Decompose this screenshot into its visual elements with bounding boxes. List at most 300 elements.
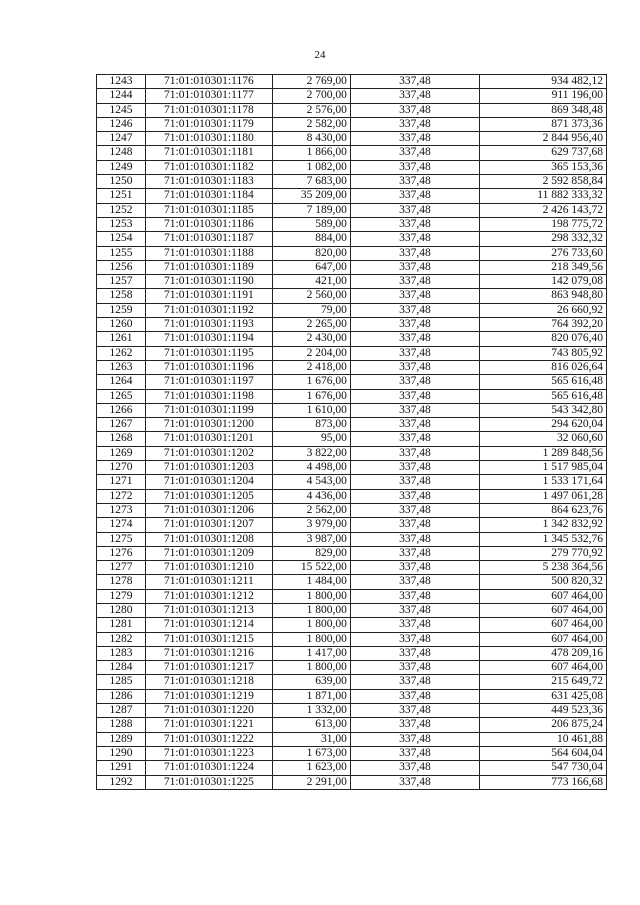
area-cell: 2 418,00	[272, 360, 350, 374]
area-cell: 1 800,00	[272, 661, 350, 675]
row-number-cell: 1282	[97, 632, 146, 646]
cadastral-number-cell: 71:01:010301:1178	[145, 103, 272, 117]
area-cell: 1 800,00	[272, 618, 350, 632]
rate-cell: 337,48	[350, 89, 479, 103]
area-cell: 3 987,00	[272, 532, 350, 546]
row-number-cell: 1270	[97, 461, 146, 475]
cadastral-number-cell: 71:01:010301:1210	[145, 561, 272, 575]
cadastral-number-cell: 71:01:010301:1202	[145, 446, 272, 460]
cadastral-number-cell: 71:01:010301:1221	[145, 718, 272, 732]
rate-cell: 337,48	[350, 618, 479, 632]
value-cell: 276 733,60	[479, 246, 606, 260]
cadastral-number-cell: 71:01:010301:1198	[145, 389, 272, 403]
area-cell: 829,00	[272, 546, 350, 560]
row-number-cell: 1274	[97, 518, 146, 532]
row-number-cell: 1281	[97, 618, 146, 632]
rate-cell: 337,48	[350, 246, 479, 260]
value-cell: 607 464,00	[479, 661, 606, 675]
row-number-cell: 1267	[97, 418, 146, 432]
value-cell: 934 482,12	[479, 75, 606, 89]
cadastral-number-cell: 71:01:010301:1225	[145, 775, 272, 789]
area-cell: 1 610,00	[272, 403, 350, 417]
value-cell: 449 523,36	[479, 704, 606, 718]
value-cell: 142 079,08	[479, 275, 606, 289]
area-cell: 613,00	[272, 718, 350, 732]
row-number-cell: 1292	[97, 775, 146, 789]
rate-cell: 337,48	[350, 775, 479, 789]
value-cell: 816 026,64	[479, 360, 606, 374]
value-cell: 607 464,00	[479, 618, 606, 632]
row-number-cell: 1244	[97, 89, 146, 103]
table-row	[97, 746, 607, 760]
cadastral-number-cell: 71:01:010301:1214	[145, 618, 272, 632]
area-cell: 2 265,00	[272, 318, 350, 332]
table-row	[97, 503, 607, 517]
row-number-cell: 1290	[97, 746, 146, 760]
cadastral-number-cell: 71:01:010301:1184	[145, 189, 272, 203]
value-cell: 1 533 171,64	[479, 475, 606, 489]
area-cell: 1 800,00	[272, 632, 350, 646]
table-row	[97, 89, 607, 103]
value-cell: 5 238 364,56	[479, 561, 606, 575]
table-row	[97, 561, 607, 575]
cadastral-number-cell: 71:01:010301:1191	[145, 289, 272, 303]
table-row	[97, 117, 607, 131]
area-cell: 2 700,00	[272, 89, 350, 103]
rate-cell: 337,48	[350, 275, 479, 289]
rate-cell: 337,48	[350, 403, 479, 417]
cadastral-number-cell: 71:01:010301:1188	[145, 246, 272, 260]
table-row	[97, 275, 607, 289]
cadastral-number-cell: 71:01:010301:1205	[145, 489, 272, 503]
cadastral-number-cell: 71:01:010301:1193	[145, 318, 272, 332]
table-row	[97, 775, 607, 789]
area-cell: 31,00	[272, 732, 350, 746]
area-cell: 421,00	[272, 275, 350, 289]
rate-cell: 337,48	[350, 489, 479, 503]
table-row	[97, 175, 607, 189]
row-number-cell: 1289	[97, 732, 146, 746]
area-cell: 2 560,00	[272, 289, 350, 303]
value-cell: 478 209,16	[479, 646, 606, 660]
row-number-cell: 1283	[97, 646, 146, 660]
value-cell: 1 289 848,56	[479, 446, 606, 460]
rate-cell: 337,48	[350, 432, 479, 446]
value-cell: 820 076,40	[479, 332, 606, 346]
rate-cell: 337,48	[350, 346, 479, 360]
rate-cell: 337,48	[350, 632, 479, 646]
cadastral-number-cell: 71:01:010301:1180	[145, 132, 272, 146]
rate-cell: 337,48	[350, 475, 479, 489]
cadastral-number-cell: 71:01:010301:1218	[145, 675, 272, 689]
rate-cell: 337,48	[350, 103, 479, 117]
row-number-cell: 1254	[97, 232, 146, 246]
rate-cell: 337,48	[350, 704, 479, 718]
row-number-cell: 1275	[97, 532, 146, 546]
rate-cell: 337,48	[350, 260, 479, 274]
rate-cell: 337,48	[350, 203, 479, 217]
value-cell: 743 805,92	[479, 346, 606, 360]
rate-cell: 337,48	[350, 132, 479, 146]
table-row	[97, 732, 607, 746]
row-number-cell: 1280	[97, 603, 146, 617]
table-row	[97, 160, 607, 174]
value-cell: 543 342,80	[479, 403, 606, 417]
area-cell: 1 332,00	[272, 704, 350, 718]
value-cell: 863 948,80	[479, 289, 606, 303]
table-row	[97, 318, 607, 332]
rate-cell: 337,48	[350, 532, 479, 546]
value-cell: 215 649,72	[479, 675, 606, 689]
table-row	[97, 75, 607, 89]
cadastral-number-cell: 71:01:010301:1224	[145, 761, 272, 775]
row-number-cell: 1257	[97, 275, 146, 289]
table-row	[97, 704, 607, 718]
land-parcel-table	[96, 74, 607, 790]
table-row	[97, 346, 607, 360]
area-cell: 3 979,00	[272, 518, 350, 532]
cadastral-number-cell: 71:01:010301:1222	[145, 732, 272, 746]
area-cell: 1 417,00	[272, 646, 350, 660]
rate-cell: 337,48	[350, 418, 479, 432]
table-row	[97, 289, 607, 303]
row-number-cell: 1284	[97, 661, 146, 675]
area-cell: 2 582,00	[272, 117, 350, 131]
value-cell: 631 425,08	[479, 689, 606, 703]
cadastral-number-cell: 71:01:010301:1182	[145, 160, 272, 174]
value-cell: 547 730,04	[479, 761, 606, 775]
value-cell: 2 592 858,84	[479, 175, 606, 189]
row-number-cell: 1247	[97, 132, 146, 146]
rate-cell: 337,48	[350, 175, 479, 189]
row-number-cell: 1265	[97, 389, 146, 403]
table-row	[97, 661, 607, 675]
cadastral-number-cell: 71:01:010301:1190	[145, 275, 272, 289]
area-cell: 1 484,00	[272, 575, 350, 589]
rate-cell: 337,48	[350, 160, 479, 174]
rate-cell: 337,48	[350, 389, 479, 403]
table-row	[97, 618, 607, 632]
rate-cell: 337,48	[350, 718, 479, 732]
table-row	[97, 246, 607, 260]
cadastral-number-cell: 71:01:010301:1213	[145, 603, 272, 617]
rate-cell: 337,48	[350, 732, 479, 746]
row-number-cell: 1269	[97, 446, 146, 460]
table-row	[97, 575, 607, 589]
value-cell: 279 770,92	[479, 546, 606, 560]
row-number-cell: 1264	[97, 375, 146, 389]
rate-cell: 337,48	[350, 518, 479, 532]
table-row	[97, 146, 607, 160]
area-cell: 95,00	[272, 432, 350, 446]
area-cell: 2 562,00	[272, 503, 350, 517]
table-row	[97, 632, 607, 646]
rate-cell: 337,48	[350, 232, 479, 246]
area-cell: 884,00	[272, 232, 350, 246]
cadastral-number-cell: 71:01:010301:1200	[145, 418, 272, 432]
row-number-cell: 1259	[97, 303, 146, 317]
value-cell: 294 620,04	[479, 418, 606, 432]
area-cell: 15 522,00	[272, 561, 350, 575]
cadastral-number-cell: 71:01:010301:1176	[145, 75, 272, 89]
row-number-cell: 1250	[97, 175, 146, 189]
table-row	[97, 389, 607, 403]
row-number-cell: 1285	[97, 675, 146, 689]
row-number-cell: 1266	[97, 403, 146, 417]
area-cell: 873,00	[272, 418, 350, 432]
rate-cell: 337,48	[350, 461, 479, 475]
area-cell: 1 800,00	[272, 589, 350, 603]
row-number-cell: 1256	[97, 260, 146, 274]
value-cell: 11 882 333,32	[479, 189, 606, 203]
area-cell: 35 209,00	[272, 189, 350, 203]
value-cell: 911 196,00	[479, 89, 606, 103]
area-cell: 639,00	[272, 675, 350, 689]
cadastral-number-cell: 71:01:010301:1211	[145, 575, 272, 589]
value-cell: 607 464,00	[479, 603, 606, 617]
value-cell: 1 497 061,28	[479, 489, 606, 503]
area-cell: 8 430,00	[272, 132, 350, 146]
cadastral-number-cell: 71:01:010301:1204	[145, 475, 272, 489]
cadastral-number-cell: 71:01:010301:1197	[145, 375, 272, 389]
page-number: 24	[314, 49, 326, 61]
rate-cell: 337,48	[350, 661, 479, 675]
area-cell: 4 436,00	[272, 489, 350, 503]
rate-cell: 337,48	[350, 375, 479, 389]
row-number-cell: 1287	[97, 704, 146, 718]
table-row	[97, 546, 607, 560]
cadastral-number-cell: 71:01:010301:1223	[145, 746, 272, 760]
value-cell: 298 332,32	[479, 232, 606, 246]
rate-cell: 337,48	[350, 589, 479, 603]
cadastral-number-cell: 71:01:010301:1195	[145, 346, 272, 360]
table-row	[97, 332, 607, 346]
row-number-cell: 1248	[97, 146, 146, 160]
row-number-cell: 1273	[97, 503, 146, 517]
cadastral-number-cell: 71:01:010301:1207	[145, 518, 272, 532]
table-row	[97, 375, 607, 389]
row-number-cell: 1262	[97, 346, 146, 360]
value-cell: 500 820,32	[479, 575, 606, 589]
row-number-cell: 1277	[97, 561, 146, 575]
row-number-cell: 1243	[97, 75, 146, 89]
table-row	[97, 432, 607, 446]
cadastral-number-cell: 71:01:010301:1199	[145, 403, 272, 417]
value-cell: 198 775,72	[479, 217, 606, 231]
cadastral-number-cell: 71:01:010301:1208	[145, 532, 272, 546]
table-row	[97, 675, 607, 689]
table-row	[97, 203, 607, 217]
table-row	[97, 475, 607, 489]
rate-cell: 337,48	[350, 561, 479, 575]
row-number-cell: 1245	[97, 103, 146, 117]
row-number-cell: 1260	[97, 318, 146, 332]
row-number-cell: 1246	[97, 117, 146, 131]
value-cell: 773 166,68	[479, 775, 606, 789]
rate-cell: 337,48	[350, 75, 479, 89]
row-number-cell: 1279	[97, 589, 146, 603]
value-cell: 32 060,60	[479, 432, 606, 446]
rate-cell: 337,48	[350, 360, 479, 374]
table-row	[97, 718, 607, 732]
cadastral-number-cell: 71:01:010301:1201	[145, 432, 272, 446]
row-number-cell: 1249	[97, 160, 146, 174]
rate-cell: 337,48	[350, 189, 479, 203]
cadastral-number-cell: 71:01:010301:1192	[145, 303, 272, 317]
table-row	[97, 303, 607, 317]
table-row	[97, 217, 607, 231]
cadastral-number-cell: 71:01:010301:1196	[145, 360, 272, 374]
rate-cell: 337,48	[350, 646, 479, 660]
cadastral-number-cell: 71:01:010301:1186	[145, 217, 272, 231]
rate-cell: 337,48	[350, 332, 479, 346]
row-number-cell: 1278	[97, 575, 146, 589]
area-cell: 1 871,00	[272, 689, 350, 703]
table-row	[97, 403, 607, 417]
rate-cell: 337,48	[350, 603, 479, 617]
rate-cell: 337,48	[350, 446, 479, 460]
value-cell: 1 345 532,76	[479, 532, 606, 546]
rate-cell: 337,48	[350, 318, 479, 332]
area-cell: 1 866,00	[272, 146, 350, 160]
value-cell: 564 604,04	[479, 746, 606, 760]
rate-cell: 337,48	[350, 146, 479, 160]
table-row	[97, 132, 607, 146]
value-cell: 2 844 956,40	[479, 132, 606, 146]
cadastral-number-cell: 71:01:010301:1212	[145, 589, 272, 603]
row-number-cell: 1291	[97, 761, 146, 775]
area-cell: 3 822,00	[272, 446, 350, 460]
row-number-cell: 1253	[97, 217, 146, 231]
cadastral-number-cell: 71:01:010301:1206	[145, 503, 272, 517]
cadastral-number-cell: 71:01:010301:1203	[145, 461, 272, 475]
table-row	[97, 489, 607, 503]
rate-cell: 337,48	[350, 546, 479, 560]
value-cell: 206 875,24	[479, 718, 606, 732]
value-cell: 629 737,68	[479, 146, 606, 160]
cadastral-number-cell: 71:01:010301:1215	[145, 632, 272, 646]
value-cell: 365 153,36	[479, 160, 606, 174]
rate-cell: 337,48	[350, 761, 479, 775]
rate-cell: 337,48	[350, 117, 479, 131]
table-row	[97, 103, 607, 117]
value-cell: 565 616,48	[479, 389, 606, 403]
table-row	[97, 446, 607, 460]
value-cell: 1 517 985,04	[479, 461, 606, 475]
cadastral-number-cell: 71:01:010301:1185	[145, 203, 272, 217]
rate-cell: 337,48	[350, 689, 479, 703]
row-number-cell: 1263	[97, 360, 146, 374]
table-row	[97, 518, 607, 532]
row-number-cell: 1258	[97, 289, 146, 303]
area-cell: 1 676,00	[272, 375, 350, 389]
value-cell: 871 373,36	[479, 117, 606, 131]
table-row	[97, 646, 607, 660]
cadastral-number-cell: 71:01:010301:1189	[145, 260, 272, 274]
cadastral-number-cell: 71:01:010301:1220	[145, 704, 272, 718]
row-number-cell: 1272	[97, 489, 146, 503]
value-cell: 607 464,00	[479, 589, 606, 603]
cadastral-number-cell: 71:01:010301:1177	[145, 89, 272, 103]
area-cell: 2 576,00	[272, 103, 350, 117]
table-row	[97, 418, 607, 432]
area-cell: 820,00	[272, 246, 350, 260]
table-row	[97, 603, 607, 617]
area-cell: 2 430,00	[272, 332, 350, 346]
row-number-cell: 1252	[97, 203, 146, 217]
area-cell: 647,00	[272, 260, 350, 274]
value-cell: 607 464,00	[479, 632, 606, 646]
area-cell: 1 800,00	[272, 603, 350, 617]
table-body	[97, 75, 607, 790]
cadastral-number-cell: 71:01:010301:1183	[145, 175, 272, 189]
row-number-cell: 1268	[97, 432, 146, 446]
area-cell: 4 543,00	[272, 475, 350, 489]
row-number-cell: 1276	[97, 546, 146, 560]
value-cell: 565 616,48	[479, 375, 606, 389]
area-cell: 7 189,00	[272, 203, 350, 217]
table-row	[97, 461, 607, 475]
cadastral-number-cell: 71:01:010301:1179	[145, 117, 272, 131]
area-cell: 79,00	[272, 303, 350, 317]
cadastral-number-cell: 71:01:010301:1209	[145, 546, 272, 560]
value-cell: 864 623,76	[479, 503, 606, 517]
row-number-cell: 1261	[97, 332, 146, 346]
value-cell: 1 342 832,92	[479, 518, 606, 532]
value-cell: 10 461,88	[479, 732, 606, 746]
area-cell: 1 082,00	[272, 160, 350, 174]
cadastral-number-cell: 71:01:010301:1216	[145, 646, 272, 660]
area-cell: 1 673,00	[272, 746, 350, 760]
value-cell: 26 660,92	[479, 303, 606, 317]
table-row	[97, 360, 607, 374]
cadastral-number-cell: 71:01:010301:1187	[145, 232, 272, 246]
area-cell: 1 676,00	[272, 389, 350, 403]
rate-cell: 337,48	[350, 675, 479, 689]
area-cell: 1 623,00	[272, 761, 350, 775]
area-cell: 4 498,00	[272, 461, 350, 475]
area-cell: 2 204,00	[272, 346, 350, 360]
rate-cell: 337,48	[350, 217, 479, 231]
table-row	[97, 761, 607, 775]
value-cell: 764 392,20	[479, 318, 606, 332]
table-row	[97, 260, 607, 274]
table-row	[97, 189, 607, 203]
value-cell: 2 426 143,72	[479, 203, 606, 217]
cadastral-number-cell: 71:01:010301:1194	[145, 332, 272, 346]
value-cell: 869 348,48	[479, 103, 606, 117]
table-row	[97, 232, 607, 246]
table-row	[97, 532, 607, 546]
area-cell: 2 769,00	[272, 75, 350, 89]
rate-cell: 337,48	[350, 503, 479, 517]
area-cell: 589,00	[272, 217, 350, 231]
row-number-cell: 1255	[97, 246, 146, 260]
table-row	[97, 589, 607, 603]
value-cell: 218 349,56	[479, 260, 606, 274]
area-cell: 7 683,00	[272, 175, 350, 189]
area-cell: 2 291,00	[272, 775, 350, 789]
cadastral-number-cell: 71:01:010301:1181	[145, 146, 272, 160]
row-number-cell: 1271	[97, 475, 146, 489]
cadastral-number-cell: 71:01:010301:1217	[145, 661, 272, 675]
row-number-cell: 1251	[97, 189, 146, 203]
cadastral-number-cell: 71:01:010301:1219	[145, 689, 272, 703]
row-number-cell: 1286	[97, 689, 146, 703]
rate-cell: 337,48	[350, 303, 479, 317]
row-number-cell: 1288	[97, 718, 146, 732]
rate-cell: 337,48	[350, 289, 479, 303]
